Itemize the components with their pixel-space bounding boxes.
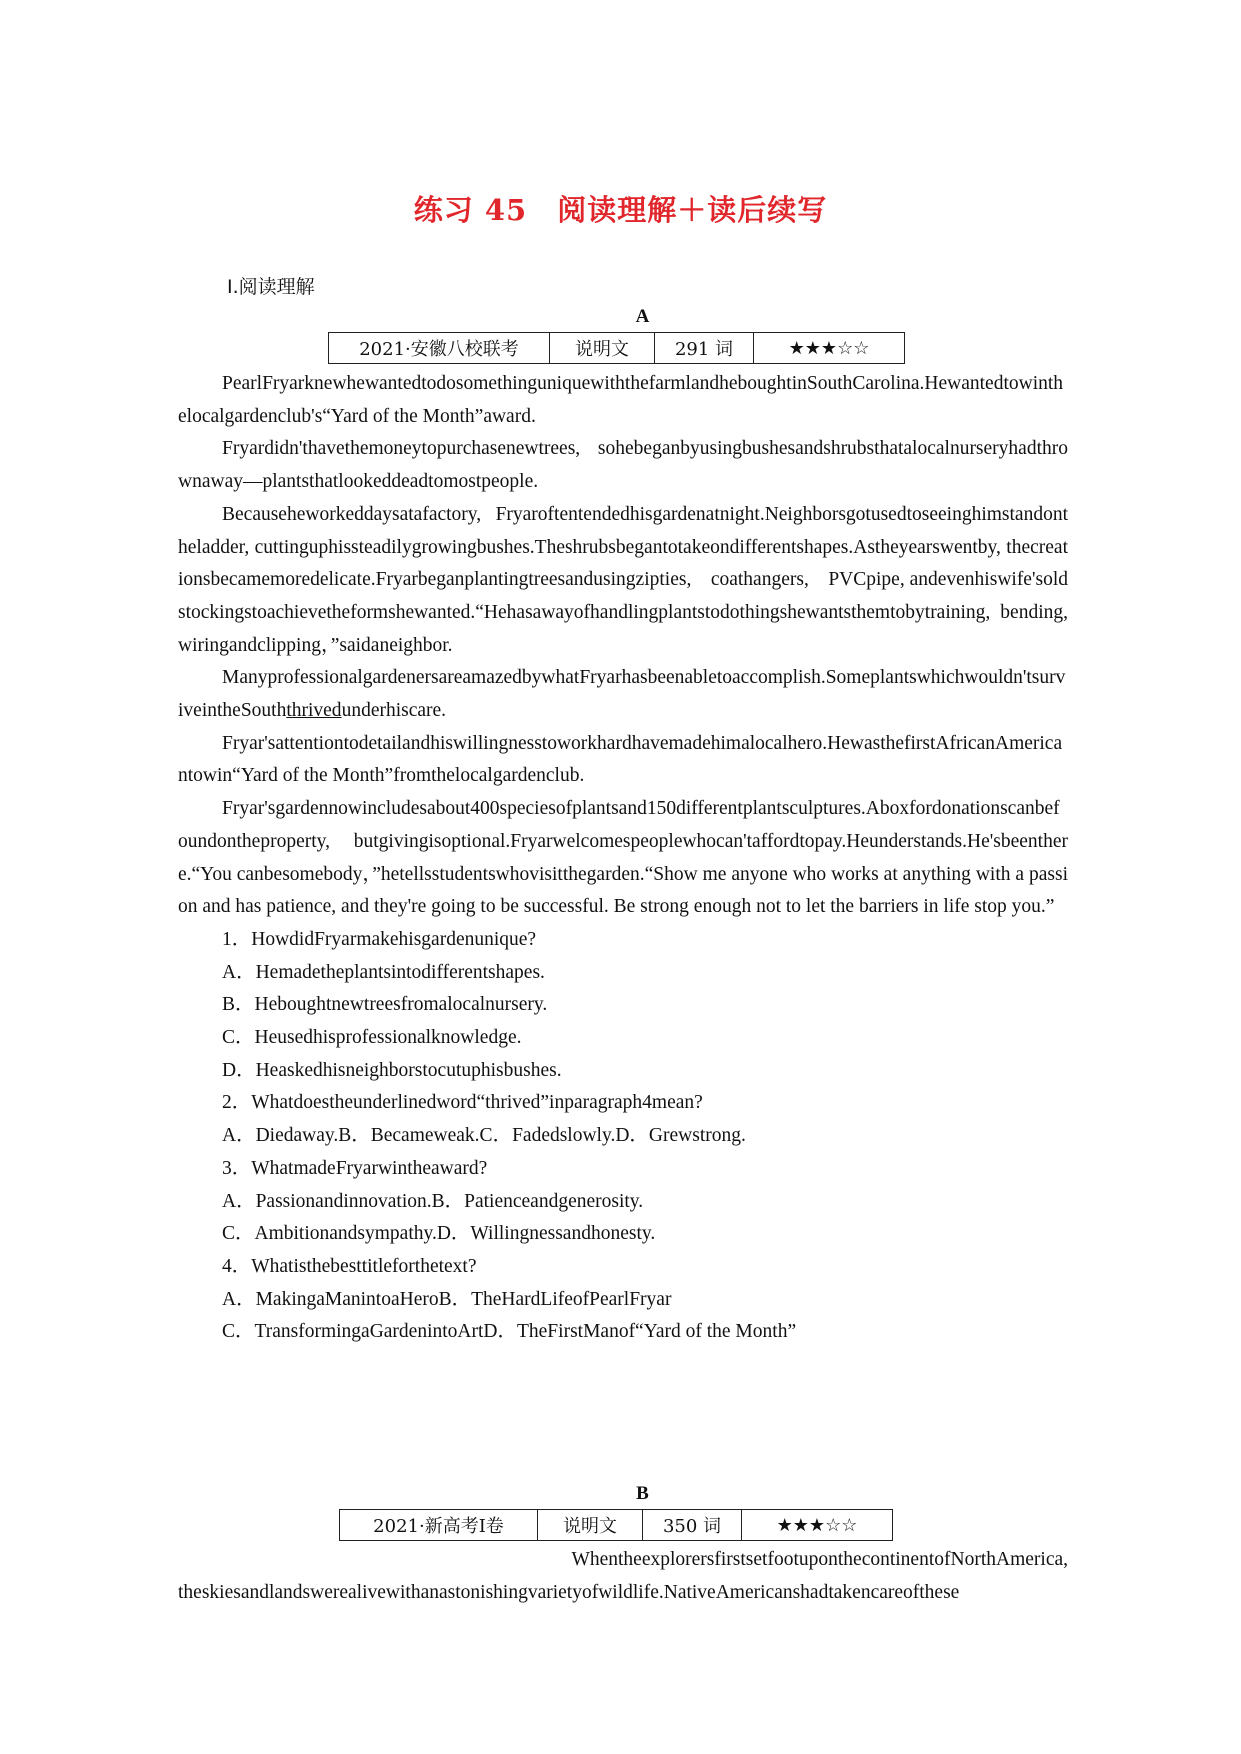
info-word-count: 350 词: [643, 1510, 742, 1541]
info-genre: 说明文: [550, 333, 655, 364]
paragraph-text: underhiscare.: [341, 700, 447, 722]
answer-option: C．Heusedhisprofessionalknowledge.: [222, 1027, 522, 1049]
info-difficulty: ★★★☆☆: [742, 1510, 893, 1541]
question: 4．Whatisthebesttitleforthetext?: [222, 1255, 477, 1277]
question: 3．WhatmadeFryarwintheaward?: [222, 1157, 488, 1179]
answer-option: D．Heaskedhisneighborstocutuphisbushes.: [222, 1059, 562, 1081]
answer-option: A．MakingaManintoaHeroB．TheHardLifeofPearlFryar: [222, 1288, 672, 1310]
paragraph: PearlFryarknewhewantedtodosomethinguniquewiththefarmlandheboughtinSouthCarolina.Hewantedtowinthelocalgardenclub's“Yard of the Month”award.: [178, 373, 1064, 427]
info-difficulty: ★★★☆☆: [754, 333, 905, 364]
question: 1．HowdidFryarmakehisgardenunique?: [222, 928, 537, 950]
paragraph: Fryar'sattentiontodetailandhiswillingnesstoworkhardhavemadehimalocalhero.HewasthefirstAfricanAmericantowin“Yard of the Month”fromthelocalgardenclub.: [178, 732, 1063, 787]
paragraph: [178, 662, 1068, 727]
paragraph: WhentheexplorersfirstsetfootuponthecontinentofNorthAmerica,: [571, 1549, 1068, 1570]
paragraph: Becauseheworkeddaysatafactory, Fryaroftentendedhisgardenatnight.Neighborsgotusedtoseeinghimstandontheladder, cuttinguphissteadilygrowingbushes.Theshrubsbegantotakeondifferentshapes.Astheyearswentby, thecreationsbecamemoredelicate.Fryarbeganplantingtreesandusingzipties, coathangers, PVCpipe, andevenhiswife'soldstockingstoachievetheformshewanted.“Hehasawayofhandlingplantstodothingshewantsthemtobytraining, bending, wiringandclipping，”saidaneighbor.: [178, 503, 1068, 656]
passage-a-body: [178, 368, 1068, 1349]
passage-b-info-table: [339, 1509, 893, 1541]
info-source: 2021·安徽八校联考: [329, 333, 550, 364]
passage-a-letter: A: [635, 306, 650, 327]
answer-option: A．Passionandinnovation.B．Patienceandgenerosity.: [222, 1190, 644, 1212]
underlined-word: thrived: [286, 700, 342, 722]
passage-a-info-table: [328, 332, 905, 364]
page-title: 练习 45 阅读理解＋读后续写: [413, 193, 828, 227]
paragraph-text: ManyprofessionalgardenersareamazedbywhatFryarhasbeenabletoaccomplish.Someplantswhichwouldn'tsurviveintheSouth: [178, 667, 1066, 722]
question: 2．Whatdoestheunderlinedword“thrived”inparagraph4mean?: [222, 1092, 703, 1114]
paragraph: Fryardidn'thavethemoneytopurchasenewtrees, sohebeganbyusingbushesandshrubsthatalocalnurseryhadthrownaway—plantsthatlookeddeadtomostpeople.: [178, 438, 1068, 493]
answer-option: B．Heboughtnewtreesfromalocalnursery.: [222, 994, 548, 1016]
info-word-count: 291 词: [655, 333, 754, 364]
paragraph: theskiesandlandswerealivewithanastonishingvarietyofwildlife.NativeAmericanshadtakencareofthese: [178, 1581, 960, 1603]
passage-b-body: [178, 1544, 1068, 1609]
answer-option: A．Diedaway.B．Becameweak.C．Fadedslowly.D．Grewstrong.: [222, 1125, 746, 1147]
info-source: 2021·新高考Ⅰ卷: [340, 1510, 538, 1541]
answer-option: A．Hemadetheplantsintodifferentshapes.: [222, 961, 545, 983]
paragraph: Fryar'sgardennowincludesabout400speciesofplantsand150differentplantsculptures.Aboxfordonationscanbefoundontheproperty, butgivingisoptional.Fryarwelcomespeoplewhocan'taffordtopay.Heunderstands.He'sbeenthere.“You canbesomebody，”hetellsstudentswhovisitthegarden.“Show me anyone who works at anything with a passion and has patience, and they're going to be successful. Be strong enough not to let the barriers in life stop you.”: [178, 798, 1068, 918]
section-label: Ⅰ.阅读理解: [227, 276, 315, 298]
answer-option: C．TransformingaGardenintoArtD．TheFirstManof“Yard of the Month”: [222, 1321, 797, 1343]
answer-option: C．Ambitionandsympathy.D．Willingnessandhonesty.: [222, 1223, 656, 1245]
info-genre: 说明文: [538, 1510, 643, 1541]
passage-b-letter: B: [636, 1483, 649, 1504]
